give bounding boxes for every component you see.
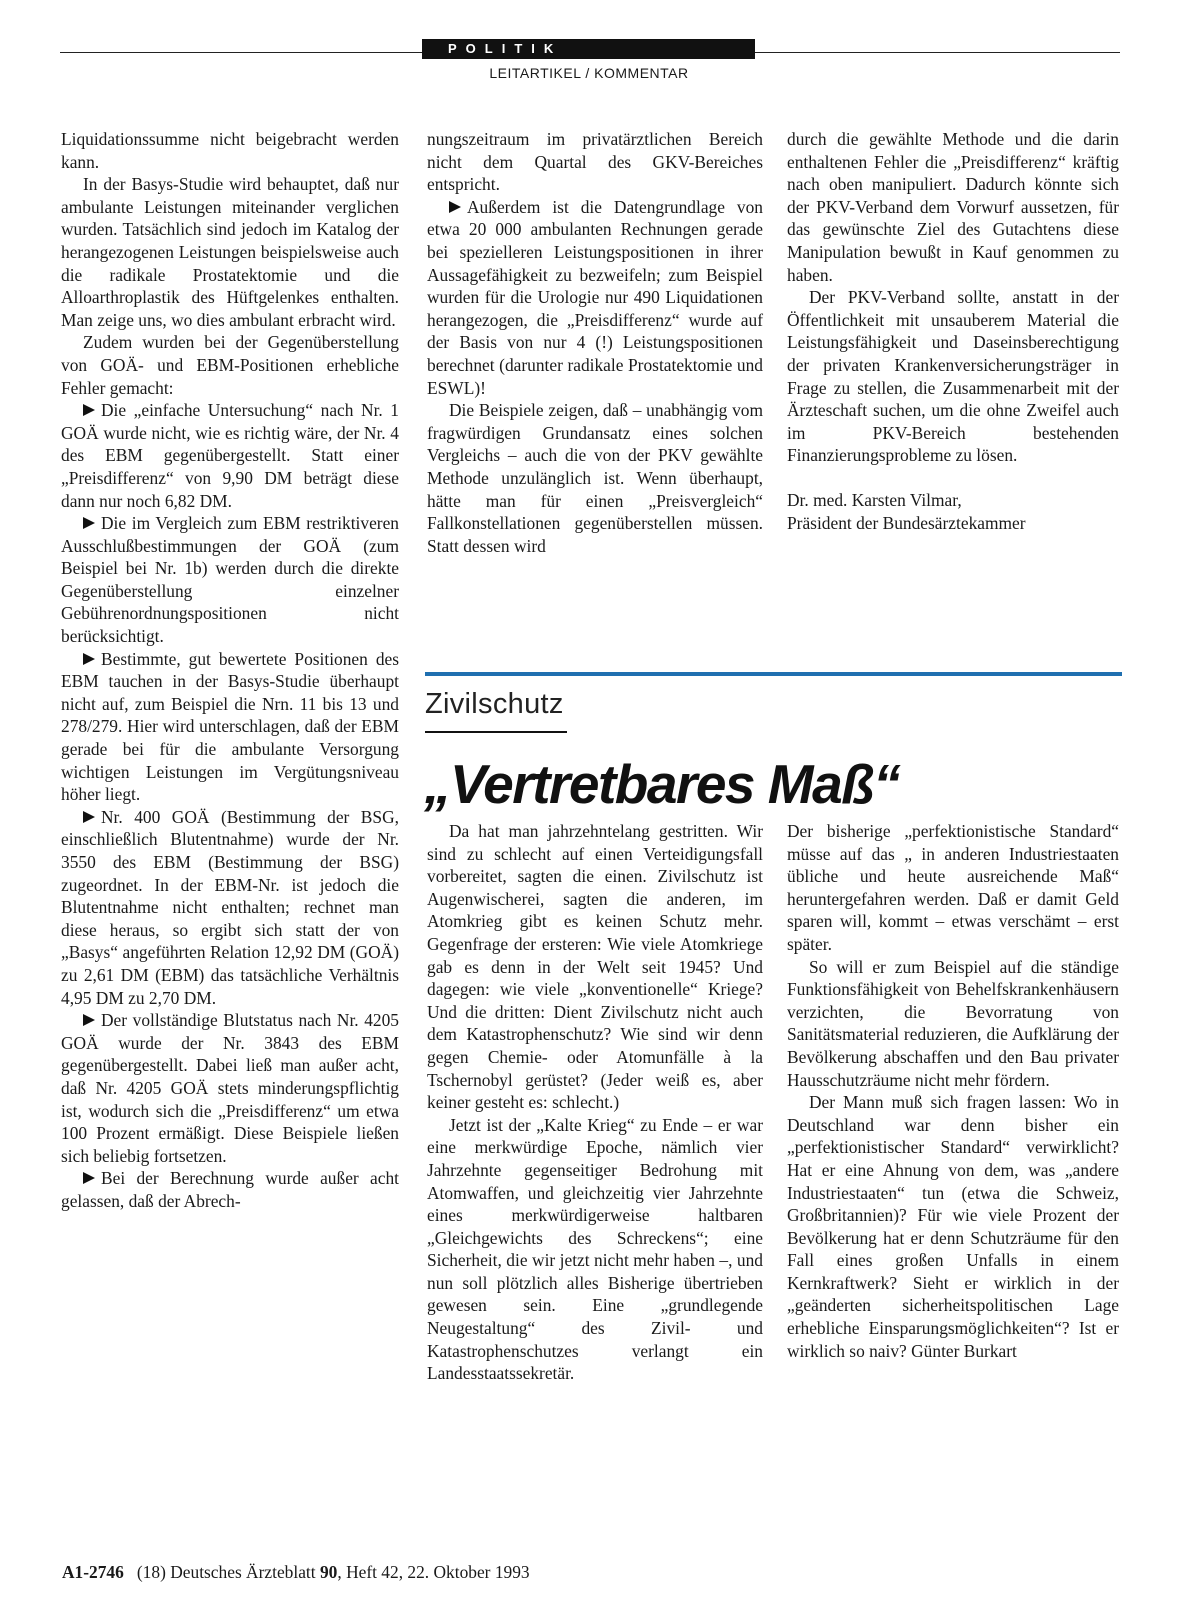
body-paragraph: [787, 286, 1119, 467]
paragraph-text: Nr. 400 GOÄ (Bestimmung der BSG, einschließlich Blutentnahme) wurde der Nr. 3550 des EBM (Bestimmung der BSG) zugeordnet. In der EBM-Nr. ist jedoch die Blutentnahme nicht enthalten; rechnet man diese heraus, so ergibt sich statt der von „Basys“ angeführten Relation 12,92 DM (GOÄ) zu 2,61 DM (EBM) das tatsächliche Verhältnis 4,95 DM zu 2,70 DM.: [61, 806, 399, 1008]
signature-title: Präsident der Bundesärztekammer: [787, 512, 1026, 533]
bullet-paragraph: [61, 648, 399, 806]
body-paragraph: [427, 399, 763, 557]
paragraph-text: Da hat man jahrzehntelang gestritten. Wir sind zu schlecht auf einen Verteidigungsfall vorbereitet, sagten die einen. Zivilschutz ist Augenwischerei, sagten die anderen, im Atomkrieg gibt es keinen Schutz mehr. Gegenfrage der ersteren: Wie viele Atomkriege gab es denn in der Welt seit 1945? Und dagegen: wie viele „konventionelle“ Kriege? Und die dritten: Dient Zivilschutz nicht auch dem Katastrophenschutz? Wie sind wir denn gegen Chemie- oder Atomunfälle à la Tschernobyl gerüstet? (Jeder weiß es, aber keiner gesteht es: schlecht.): [427, 821, 763, 1113]
paragraph-text: Die im Vergleich zum EBM restriktiveren Ausschlußbestimmungen der GOÄ (zum Beispiel bei Nr. 1b) werden durch die direkte Gegenüberstellung einzelner Gebührenordnungspositionen nicht berücksichtigt.: [61, 513, 399, 647]
bullet-paragraph: [427, 196, 763, 399]
page-footer: A1-2746 (18) Deutsches Ärzteblatt 90, Heft 42, 22. Oktober 1993: [62, 1562, 530, 1582]
footer-journal: Deutsches Ärzteblatt: [170, 1562, 316, 1582]
article2-headline: „Vertretbares Maß“: [424, 753, 900, 815]
paragraph-text: nungszeitraum im privatärztlichen Bereich nicht dem Quartal des GKV-Bereiches entspricht.: [427, 129, 763, 195]
bullet-paragraph: [61, 399, 399, 512]
paragraph-text: Bestimmte, gut bewertete Positionen des EBM tauchen in der Basys-Studie überhaupt nicht auf, zum Beispiel die Nrn. 11 bis 13 und 278/279. Hier wird unterschlagen, daß der EBM gerade bei für die ambulante Versorgung wichtigen Leistungen im Vergütungsniveau höher liegt.: [61, 648, 399, 805]
paragraph-text: Jetzt ist der „Kalte Krieg“ zu Ende – er war eine merkwürdige Epoche, nämlich vier Jahrzehnte gegenseitiger Bedrohung mit Atomwaffen, und gleichzeitig vier Jahrzehnte eines merkwürdigerweise haltbaren „Gleichgewichts des Schreckens“; eine Sicherheit, die wir jetzt nicht mehr haben –, und nun soll plötzlich alles Bisherige übertrieben gewesen sein. Eine „grundlegende Neugestaltung“ des Zivil- und Katastrophenschutzes verlangt ein Landesstaatssekretär.: [427, 1114, 763, 1384]
footer-issue-num: (18): [136, 1562, 166, 1582]
triangle-bullet-icon: [83, 404, 95, 416]
body-paragraph: [787, 128, 1119, 286]
body-paragraph: [427, 128, 763, 196]
paragraph-text: Der bisherige „perfektionistische Standard“ müsse auf das „ in anderen Industriestaaten übliche und heute ausreichende Maß“ heruntergefahren werden. Daß er damit Geld sparen will, kommt – etwas verschämt – erst später.: [787, 821, 1119, 954]
section-divider: [425, 672, 1122, 676]
paragraph-text: Zudem wurden bei der Gegenüberstellung von GOÄ- und EBM-Positionen erhebliche Fehler gemacht:: [61, 332, 399, 398]
footer-volume: 90: [319, 1562, 338, 1582]
paragraph-text: Bei der Berechnung wurde außer acht gelassen, daß der Abrech-: [61, 1168, 399, 1211]
article2-kicker: Zivilschutz: [425, 688, 564, 720]
triangle-bullet-icon: [83, 517, 95, 529]
body-paragraph: [787, 1091, 1119, 1362]
triangle-bullet-icon: [449, 201, 461, 213]
paragraph-text: Außerdem ist die Datengrundlage von etwa 20 000 ambulanten Rechnungen gerade bei spezielleren Leistungspositionen in ihrer Aussagefähigkeit zu bezweifeln; zum Beispiel wurden für die Urologie nur 490 Liquidationen herangezogen, die „Preisdifferenz“ wurde auf der Basis von nur 4 (!) Leistungspositionen berechnet (darunter radikale Prostatektomie und ESWL)!: [427, 196, 763, 398]
body-paragraph: [787, 820, 1119, 956]
paragraph-text: Die „einfache Untersuchung“ nach Nr. 1 GOÄ wurde nicht, wie es richtig wäre, der Nr. 4 des EBM gegenübergestellt. Statt einer „Preisdifferenz“ von 9,90 DM beträgt diese dann nur noch 6,82 DM.: [61, 400, 399, 511]
bullet-paragraph: [61, 512, 399, 648]
kicker-underline: [425, 731, 567, 733]
paragraph-text: Die Beispiele zeigen, daß – unabhängig vom fragwürdigen Grundansatz eines solchen Vergleichs – auch die von der PKV gewählte Methode unzulänglich ist. Wenn überhaupt, hätte man für einen „Preisvergleich“ Fallkonstellationen gegenüberstellen müssen. Statt dessen wird: [427, 400, 763, 556]
article1-column-1: [61, 128, 399, 1213]
article1-column-3-body: [787, 128, 1119, 467]
subsection-label: LEITARTIKEL / KOMMENTAR: [489, 65, 689, 81]
triangle-bullet-icon: [83, 1172, 95, 1184]
paragraph-text: Der vollständige Blutstatus nach Nr. 4205 GOÄ wurde der Nr. 3843 des EBM gegenübergestellt. Dabei ließ man außer acht, daß Nr. 4205 GOÄ stets minderungspflichtig ist, wodurch sich die „Preisdifferenz“ um etwa 100 Prozent ermäßigt. Diese Beispiele ließen sich beliebig fortsetzen.: [61, 1010, 399, 1166]
paragraph-text: In der Basys-Studie wird behauptet, daß nur ambulante Leistungen miteinander verglichen wurden. Tatsächlich sind jedoch im Katalog der herangezogenen Leistungen beispielsweise auch die radikale Prostatektomie und die Alloarthroplastik des Hüftgelenkes enthalten. Man zeige uns, wo dies ambulant erbracht wird.: [61, 174, 399, 330]
article1-column-2: [427, 128, 763, 557]
bullet-paragraph: [61, 806, 399, 1009]
article2-column-2: [787, 820, 1119, 1362]
paragraph-text: Der Mann muß sich fragen lassen: Wo in Deutschland war denn bisher ein „perfektionistischer Standard“ verwirklicht? Hat er eine Ahnung von dem, was „andere Industriestaaten“ tun (etwa die Schweiz, Großbritannien)? Für wie viele Prozent der Bevölkerung hat er denn Schutzräume für den Fall eines großen Unfalls in einem Kernkraftwerk? Sieht er wirklich in der „geänderten sicherheitspolitischen Lage erhebliche Einsparungsmöglichkeiten“? Ist er wirklich so naiv? Günter Burkart: [787, 1092, 1119, 1361]
triangle-bullet-icon: [83, 811, 95, 823]
body-paragraph: [61, 331, 399, 399]
bullet-paragraph: [61, 1167, 399, 1212]
triangle-bullet-icon: [83, 653, 95, 665]
body-paragraph: [787, 956, 1119, 1092]
signature-name: Dr. med. Karsten Vilmar,: [787, 489, 962, 510]
footer-issue: Heft 42, 22. Oktober 1993: [346, 1562, 530, 1582]
body-paragraph: [427, 820, 763, 1114]
article2-column-1: [427, 820, 763, 1385]
paragraph-text: Der PKV-Verband sollte, anstatt in der Öffentlichkeit mit unsauberem Material die Leistungsfähigkeit und Daseinsberechtigung der privaten Krankenversicherungsträger in Frage zu stellen, die Zusammenarbeit mit der Ärzteschaft suchen, um die ohne Zweifel auch im PKV-Bereich bestehenden Finanzierungsprobleme zu lösen.: [787, 287, 1119, 466]
paragraph-text: Liquidationssumme nicht beigebracht werden kann.: [61, 129, 399, 172]
paragraph-text: durch die gewählte Methode und die darin enthaltenen Fehler die „Preisdifferenz“ kräftig nach oben manipuliert. Dadurch könnte sich der PKV-Verband dem Vorwurf aussetzen, für das gewünschte Ziel des Gutachtens diese Manipulation bewußt in Kauf genommen zu haben.: [787, 129, 1119, 285]
bullet-paragraph: [61, 1009, 399, 1167]
triangle-bullet-icon: [83, 1014, 95, 1026]
paragraph-text: So will er zum Beispiel auf die ständige Funktionsfähigkeit von Behelfskrankenhäusern verzichten, die Bevorratung von Sanitätsmaterial reduzieren, die Aufklärung der Bevölkerung abschaffen und den Bau privater Hausschutzräume nicht mehr fördern.: [787, 956, 1119, 1090]
body-paragraph: [427, 1114, 763, 1385]
section-label: POLITIK: [422, 39, 755, 59]
body-paragraph: [61, 173, 399, 331]
article1-column-3: [787, 128, 1119, 534]
body-paragraph: [61, 128, 399, 173]
footer-page-id: A1-2746: [62, 1562, 124, 1582]
